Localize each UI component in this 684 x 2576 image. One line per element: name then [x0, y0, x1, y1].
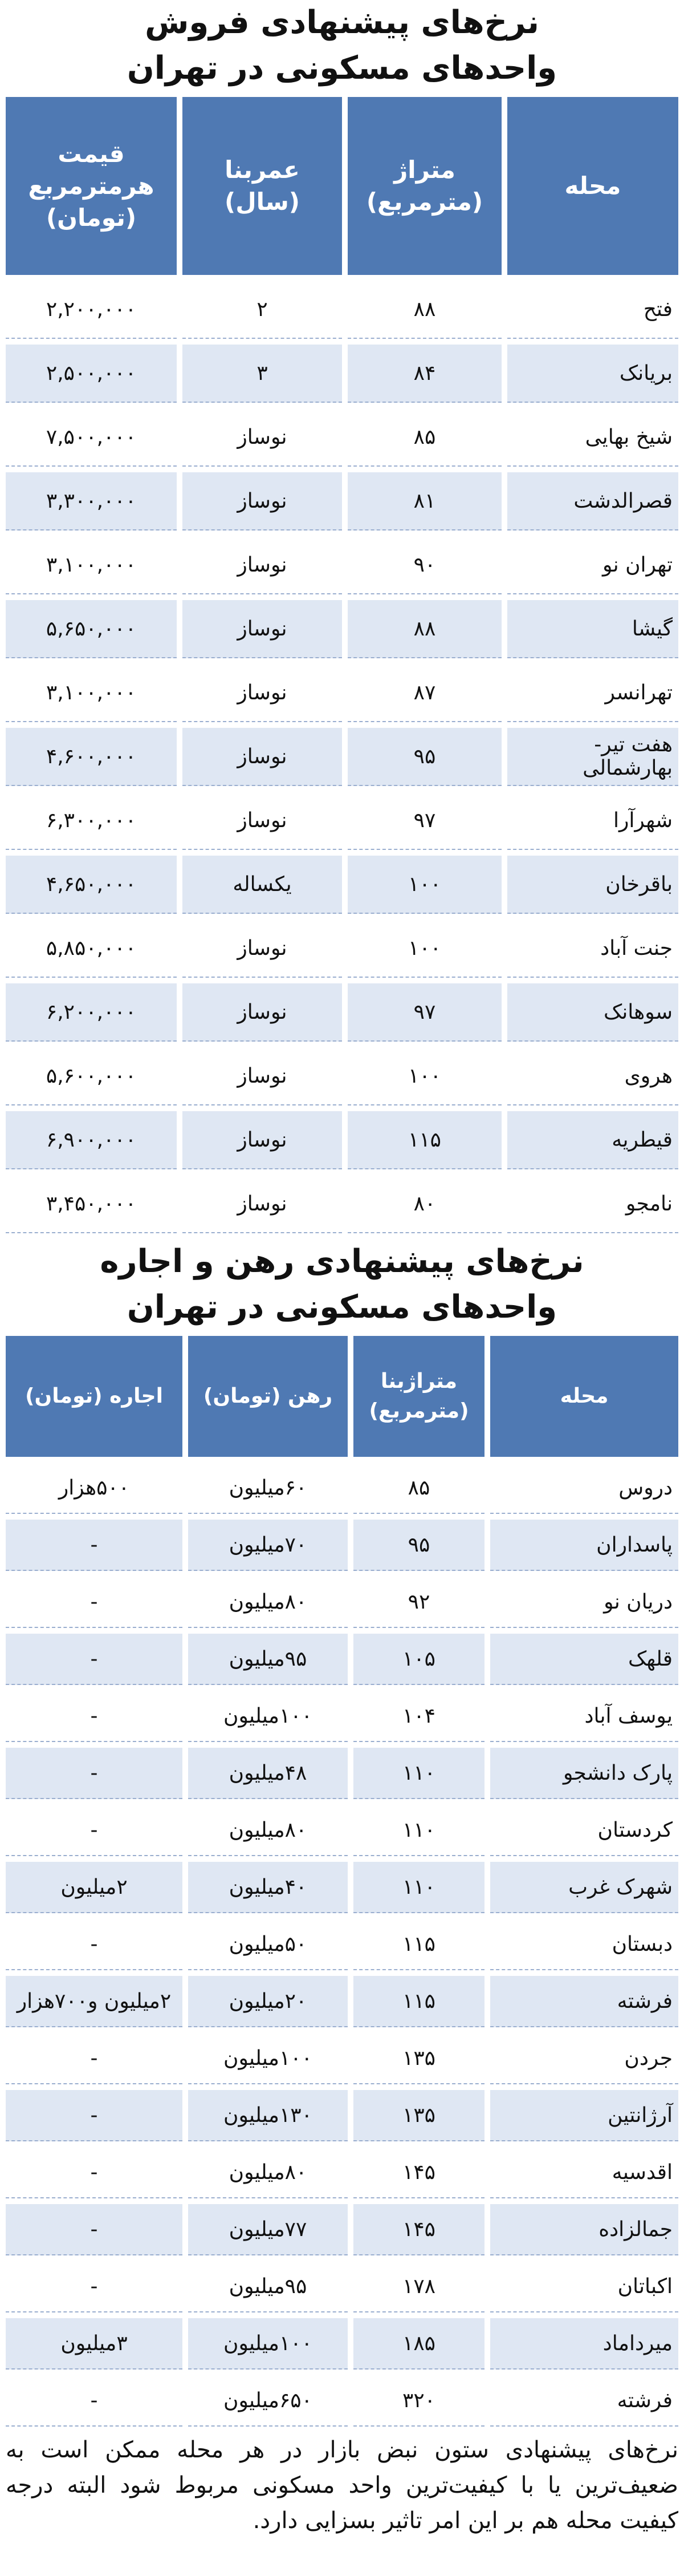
cell-area: هروی	[507, 1047, 678, 1105]
cell-price: ۶,۹۰۰,۰۰۰	[6, 1111, 177, 1169]
cell-size: ۱۱۰	[353, 1748, 484, 1799]
cell-deposit: ۲۰میلیون	[188, 1976, 348, 2027]
table-row	[6, 856, 678, 914]
table-row	[6, 1175, 678, 1233]
cell-area: پارک دانشجو	[490, 1748, 678, 1799]
cell-deposit: ۶۵۰میلیون	[188, 2375, 348, 2427]
cell-deposit: ۸۰میلیون	[188, 1577, 348, 1628]
cell-price: ۵,۶۰۰,۰۰۰	[6, 1047, 177, 1105]
cell-area: کردستان	[490, 1805, 678, 1856]
cell-age: نوساز	[182, 664, 342, 722]
cell-rent: -	[6, 1805, 182, 1856]
cell-rent: ۳میلیون	[6, 2318, 182, 2370]
cell-rent: ۲میلیون	[6, 1862, 182, 1913]
table-row	[6, 1805, 678, 1856]
cell-age: نوساز	[182, 1175, 342, 1233]
cell-size: ۸۰	[348, 1175, 502, 1233]
cell-deposit: ۶۰میلیون	[188, 1463, 348, 1514]
cell-size: ۹۲	[353, 1577, 484, 1628]
cell-size: ۱۱۰	[353, 1862, 484, 1913]
cell-size: ۱۱۵	[353, 1919, 484, 1970]
sale-title-line1: نرخ‌های پیشنهادی فروش	[145, 4, 539, 41]
cell-size: ۱۱۵	[353, 1976, 484, 2027]
table-row	[6, 600, 678, 658]
table-row	[6, 920, 678, 978]
cell-price: ۵,۸۵۰,۰۰۰	[6, 920, 177, 978]
table-row	[6, 2033, 678, 2084]
cell-price: ۲,۵۰۰,۰۰۰	[6, 345, 177, 403]
cell-area: شهرآرا	[507, 792, 678, 850]
table-row	[6, 983, 678, 1042]
header-size: متراژبنا (مترمربع)	[353, 1336, 484, 1457]
cell-size: ۸۵	[353, 1463, 484, 1514]
cell-area: آرژانتین	[490, 2090, 678, 2141]
cell-size: ۱۷۸	[353, 2261, 484, 2312]
cell-rent: -	[6, 1919, 182, 1970]
rent-title-line2: واحدهای مسکونی در تهران	[127, 1289, 557, 1326]
table-row	[6, 792, 678, 850]
cell-size: ۸۴	[348, 345, 502, 403]
cell-age: نوساز	[182, 1111, 342, 1169]
cell-size: ۱۰۵	[353, 1634, 484, 1685]
cell-size: ۱۰۰	[348, 856, 502, 914]
cell-rent: -	[6, 2204, 182, 2255]
cell-size: ۹۵	[348, 728, 502, 786]
table-row	[6, 1691, 678, 1742]
cell-age: نوساز	[182, 536, 342, 594]
cell-size: ۸۸	[348, 600, 502, 658]
cell-area: قیطریه	[507, 1111, 678, 1169]
cell-area: اقدسیه	[490, 2147, 678, 2198]
cell-size: ۱۸۵	[353, 2318, 484, 2370]
cell-age: نوساز	[182, 792, 342, 850]
cell-age: نوساز	[182, 983, 342, 1042]
cell-deposit: ۹۵میلیون	[188, 1634, 348, 1685]
cell-rent: -	[6, 2375, 182, 2427]
table-row	[6, 2318, 678, 2370]
table-row	[6, 1919, 678, 1970]
table-row	[6, 1520, 678, 1571]
rent-title-line1: نرخ‌های پیشنهادی رهن و اجاره	[100, 1243, 584, 1280]
cell-age: نوساز	[182, 408, 342, 467]
cell-size: ۱۴۵	[353, 2204, 484, 2255]
cell-size: ۱۳۵	[353, 2033, 484, 2084]
cell-deposit: ۴۸میلیون	[188, 1748, 348, 1799]
cell-deposit: ۴۰میلیون	[188, 1862, 348, 1913]
cell-deposit: ۵۰میلیون	[188, 1919, 348, 1970]
cell-rent: -	[6, 2261, 182, 2312]
cell-rent: -	[6, 1520, 182, 1571]
cell-rent: -	[6, 1748, 182, 1799]
header-price: قیمت هرمترمربع (تومان)	[6, 97, 177, 275]
cell-age: نوساز	[182, 920, 342, 978]
cell-price: ۵,۶۵۰,۰۰۰	[6, 600, 177, 658]
table-row	[6, 472, 678, 530]
cell-area: دروس	[490, 1463, 678, 1514]
cell-area: فتح	[507, 281, 678, 339]
table-row	[6, 1748, 678, 1799]
cell-rent: -	[6, 1634, 182, 1685]
cell-area: تهرانسر	[507, 664, 678, 722]
cell-area: سوهانک	[507, 983, 678, 1042]
cell-deposit: ۹۵میلیون	[188, 2261, 348, 2312]
cell-area: تهران نو	[507, 536, 678, 594]
cell-price: ۳,۱۰۰,۰۰۰	[6, 664, 177, 722]
sale-title	[0, 0, 684, 91]
cell-rent: -	[6, 2147, 182, 2198]
table-row	[6, 2204, 678, 2255]
header-age: عمربنا (سال)	[182, 97, 342, 275]
table-row	[6, 728, 678, 786]
cell-area: قصرالدشت	[507, 472, 678, 530]
cell-size: ۸۷	[348, 664, 502, 722]
table-row	[6, 1976, 678, 2027]
cell-rent: ۵۰۰هزار	[6, 1463, 182, 1514]
cell-area: پاسداران	[490, 1520, 678, 1571]
table-row	[6, 1463, 678, 1514]
cell-size: ۱۱۰	[353, 1805, 484, 1856]
cell-rent: -	[6, 1577, 182, 1628]
cell-price: ۷,۵۰۰,۰۰۰	[6, 408, 177, 467]
cell-area: فرشته	[490, 1976, 678, 2027]
cell-deposit: ۱۰۰میلیون	[188, 1691, 348, 1742]
sale-table	[0, 91, 684, 1239]
cell-age: ۳	[182, 345, 342, 403]
cell-area: جردن	[490, 2033, 678, 2084]
header-rent: اجاره (تومان)	[6, 1336, 182, 1457]
table-row	[6, 1862, 678, 1913]
cell-area: قلهک	[490, 1634, 678, 1685]
cell-price: ۳,۳۰۰,۰۰۰	[6, 472, 177, 530]
cell-size: ۹۵	[353, 1520, 484, 1571]
cell-rent: -	[6, 2090, 182, 2141]
cell-size: ۱۱۵	[348, 1111, 502, 1169]
cell-area: جنت آباد	[507, 920, 678, 978]
cell-size: ۱۴۵	[353, 2147, 484, 2198]
table-row	[6, 281, 678, 339]
table-row	[6, 2147, 678, 2198]
cell-area: جمالزاده	[490, 2204, 678, 2255]
cell-deposit: ۱۳۰میلیون	[188, 2090, 348, 2141]
cell-area: اکباتان	[490, 2261, 678, 2312]
cell-area: فرشته	[490, 2375, 678, 2427]
cell-age: نوساز	[182, 472, 342, 530]
cell-age: نوساز	[182, 728, 342, 786]
table-row	[6, 408, 678, 467]
header-deposit: رهن (تومان)	[188, 1336, 348, 1457]
cell-rent: -	[6, 2033, 182, 2084]
table-row	[6, 536, 678, 594]
cell-deposit: ۸۰میلیون	[188, 2147, 348, 2198]
rent-table	[0, 1330, 684, 2432]
cell-size: ۹۷	[348, 792, 502, 850]
cell-area: دبستان	[490, 1919, 678, 1970]
cell-age: ۲	[182, 281, 342, 339]
table-row	[6, 345, 678, 403]
cell-size: ۸۸	[348, 281, 502, 339]
cell-age: نوساز	[182, 1047, 342, 1105]
cell-deposit: ۸۰میلیون	[188, 1805, 348, 1856]
cell-size: ۸۱	[348, 472, 502, 530]
table-row	[6, 1634, 678, 1685]
header-size: متراژ (مترمربع)	[348, 97, 502, 275]
cell-rent: ۲میلیون و۷۰۰هزار	[6, 1976, 182, 2027]
cell-area: یوسف آباد	[490, 1691, 678, 1742]
header-area: محله	[507, 97, 678, 275]
cell-deposit: ۷۷میلیون	[188, 2204, 348, 2255]
table-row	[6, 1047, 678, 1105]
cell-price: ۳,۴۵۰,۰۰۰	[6, 1175, 177, 1233]
table-row	[6, 1111, 678, 1169]
header-area: محله	[490, 1336, 678, 1457]
cell-size: ۸۵	[348, 408, 502, 467]
table-row	[6, 1577, 678, 1628]
cell-price: ۲,۲۰۰,۰۰۰	[6, 281, 177, 339]
cell-price: ۴,۶۰۰,۰۰۰	[6, 728, 177, 786]
sale-title-line2: واحدهای مسکونی در تهران	[127, 50, 557, 87]
cell-price: ۶,۲۰۰,۰۰۰	[6, 983, 177, 1042]
cell-size: ۳۲۰	[353, 2375, 484, 2427]
cell-size: ۱۰۰	[348, 920, 502, 978]
cell-deposit: ۱۰۰میلیون	[188, 2318, 348, 2370]
cell-size: ۱۰۰	[348, 1047, 502, 1105]
cell-area: دریان نو	[490, 1577, 678, 1628]
cell-size: ۹۰	[348, 536, 502, 594]
cell-age: نوساز	[182, 600, 342, 658]
cell-area: شیخ بهایی	[507, 408, 678, 467]
cell-price: ۳,۱۰۰,۰۰۰	[6, 536, 177, 594]
rent-title	[0, 1239, 684, 1330]
cell-size: ۱۳۵	[353, 2090, 484, 2141]
cell-price: ۴,۶۵۰,۰۰۰	[6, 856, 177, 914]
cell-size: ۹۷	[348, 983, 502, 1042]
footnote: نرخ‌های پیشنهادی ستون نبض بازار در هر محله ممکن است به ضعیف‌ترین یا با کیفیت‌ترین واحد مسکونی مربوط شود البته درجه کیفیت محله هم بر این امر تاثیر بسزایی دارد.	[6, 2437, 678, 2534]
table-row	[6, 664, 678, 722]
table-row	[6, 2261, 678, 2312]
cell-area: بریانک	[507, 345, 678, 403]
cell-deposit: ۱۰۰میلیون	[188, 2033, 348, 2084]
cell-area: باقرخان	[507, 856, 678, 914]
cell-area: نامجو	[507, 1175, 678, 1233]
cell-rent: -	[6, 1691, 182, 1742]
cell-price: ۶,۳۰۰,۰۰۰	[6, 792, 177, 850]
cell-area: هفت تیر-بهارشمالی	[507, 728, 678, 786]
cell-area: گیشا	[507, 600, 678, 658]
table-row	[6, 2375, 678, 2427]
cell-age: یکساله	[182, 856, 342, 914]
cell-deposit: ۷۰میلیون	[188, 1520, 348, 1571]
table-row	[6, 2090, 678, 2141]
cell-size: ۱۰۴	[353, 1691, 484, 1742]
cell-area: شهرک غرب	[490, 1862, 678, 1913]
cell-area: میرداماد	[490, 2318, 678, 2370]
